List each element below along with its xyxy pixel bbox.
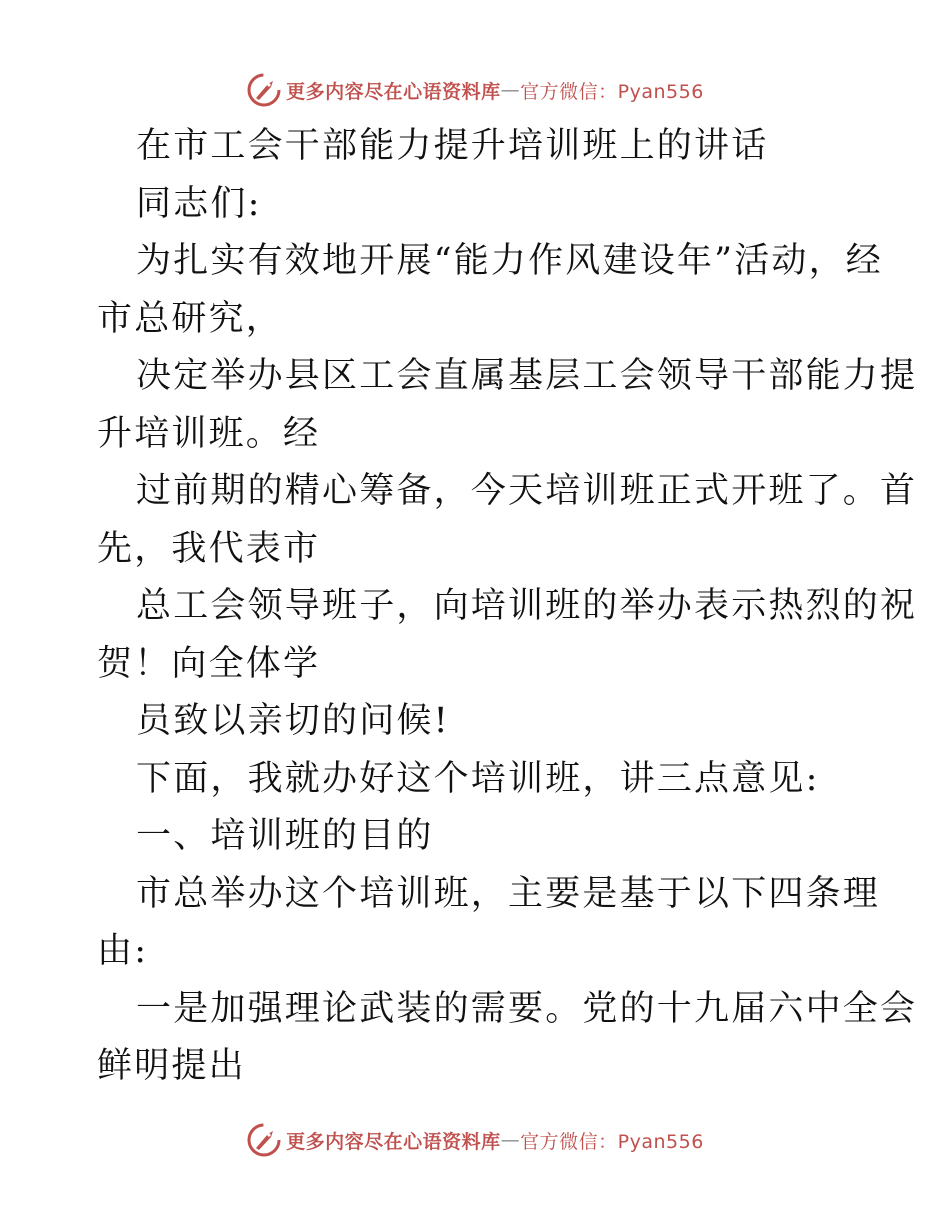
text-line: 过前期的精心筹备，今天培训班正式开班了。首: [136, 471, 918, 511]
text-line: 先，我代表市: [97, 528, 321, 569]
footer-watermark: [0, 1120, 950, 1160]
text-line: 一是加强理论武装的需要。党的十九届六中全会: [136, 988, 918, 1029]
text-line: 市总举办这个培训班，主要是基于以下四条理: [136, 873, 881, 914]
text-line: 贺！向全体学: [97, 643, 321, 684]
watermark-contact-text: 官方微信：Pyan556: [520, 80, 704, 103]
document-title: 在市工会干部能力提升培训班上的讲话: [136, 126, 769, 166]
section-heading: 一、培训班的目的: [136, 816, 434, 856]
pen-nib-logo-icon: [246, 72, 282, 108]
text-line: 升培训班。经: [97, 413, 321, 454]
watermark-separator: —: [500, 1129, 521, 1151]
text-line: 员致以亲切的问候!: [136, 701, 450, 741]
document-body: [97, 118, 918, 1096]
text-line: 下面，我就办好这个培训班，讲三点意见:: [136, 758, 820, 799]
salutation: 同志们:: [136, 183, 262, 224]
watermark-main-text: 更多内容尽在心语资料库: [286, 1130, 501, 1153]
watermark-contact-text: 官方微信：Pyan556: [520, 1130, 704, 1153]
text-line: 由:: [97, 931, 149, 971]
text-line: 总工会领导班子，向培训班的举办表示热烈的祝: [136, 586, 918, 626]
watermark-main-text: 更多内容尽在心语资料库: [286, 80, 501, 103]
watermark-separator: —: [500, 79, 521, 101]
header-watermark: [0, 70, 950, 110]
text-line: 决定举办县区工会直属基层工会领导干部能力提: [136, 356, 918, 396]
text-line: 市总研究，: [97, 298, 284, 339]
pen-nib-logo-icon: [246, 1122, 282, 1158]
text-line: 鲜明提出: [97, 1046, 246, 1086]
text-line: 为扎实有效地开展“能力作风建设年”活动，经: [136, 241, 883, 281]
